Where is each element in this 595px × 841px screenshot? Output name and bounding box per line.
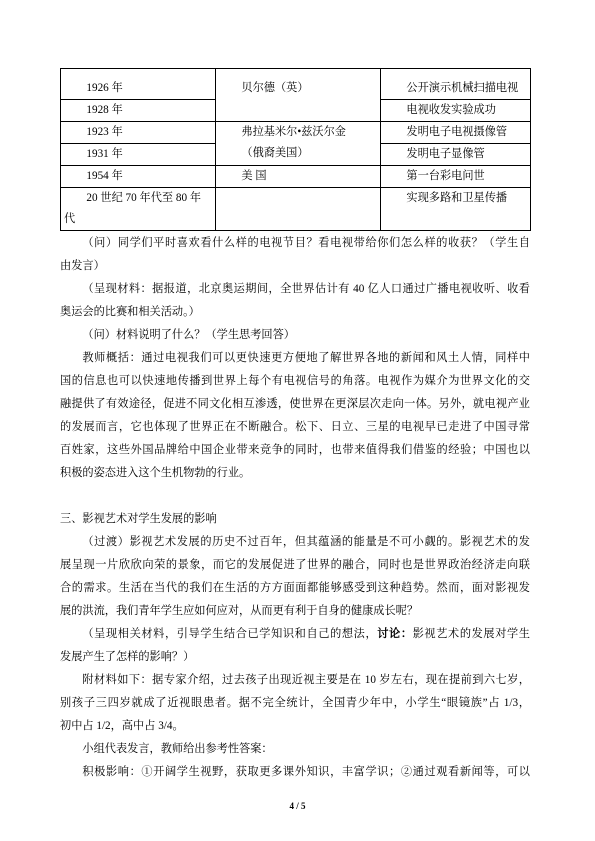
event-cell (381, 188, 531, 231)
text-line: 百姓家，这些外国品牌给中国企业带来竞争的同时，也带来值得我们借鉴的经验；中国也以 (60, 444, 530, 456)
inventor-cell (216, 69, 381, 122)
inventor-text: 贝尔德（英） (241, 82, 309, 94)
text-line: （问）材料说明了什么？（学生思考回答） (82, 329, 295, 341)
event-cell (381, 69, 531, 100)
text-line: 别孩子三四岁就成了近视眼患者。据不完全统计，全国青少年中，小学生“眼镜族”占 1/3， (60, 697, 530, 709)
text-line (60, 623, 530, 646)
tv-history-table (60, 68, 531, 231)
inventor-nationality: （俄裔美国） (241, 147, 309, 159)
teacher-summary-paragraph (60, 347, 530, 485)
inventor-cell (216, 188, 381, 231)
text-segment: 影视艺术的发展对学生 (412, 628, 530, 640)
material-paragraph (60, 278, 530, 324)
year-text: 1931 年 (86, 148, 123, 160)
transition-paragraph (60, 531, 530, 623)
attached-material-paragraph (60, 669, 530, 738)
text-line: 发展产生了怎样的影响？） (60, 651, 195, 663)
page-number: 4 / 5 (289, 801, 306, 811)
event-text: 第一台彩电问世 (406, 170, 485, 182)
year-cell (61, 188, 216, 231)
event-text: 电视收发实验成功 (406, 104, 496, 116)
question-paragraph (60, 324, 530, 347)
event-text: 发明电子显像管 (406, 148, 485, 160)
table-row (61, 122, 531, 144)
event-text: 发明电子电视摄像管 (406, 126, 508, 138)
text-line: 的发展而言，它也体现了世界正在不断融合。松下、日立、三星的电视早已走进了中国寻常 (60, 421, 530, 433)
text-line: 展呈现一片欣欣向荣的景象，而它的发展促进了世界的融合，同时也是世界政治经济走向联 (60, 559, 530, 571)
inventor-text: 美 国 (241, 170, 267, 182)
year-cell (61, 122, 216, 144)
lesson-body (60, 232, 530, 784)
blank-line (60, 485, 530, 508)
year-cell (61, 69, 216, 100)
inventor-cell (216, 166, 381, 188)
text-line: 由发言） (60, 260, 105, 272)
discussion-keyword: 讨论： (377, 628, 413, 640)
inventor-cell (216, 122, 381, 166)
table-row (61, 69, 531, 100)
event-cell (381, 144, 531, 166)
year-text: 1923 年 (86, 126, 123, 138)
year-text: 1954 年 (86, 170, 123, 182)
year-cell (61, 144, 216, 166)
text-line: 小组代表发言，教师给出参考性答案： (82, 743, 273, 755)
text-line: 积极的姿态进入这个生机物勃的行业。 (60, 467, 251, 479)
event-cell (381, 100, 531, 122)
text-line: （问）同学们平时喜欢看什么样的电视节目？看电视带给你们怎么样的收获？（学生自 (82, 237, 530, 249)
text-line: 国的信息也可以快速地传播到世界上每个有电视信号的角落。电视作为媒介为世界文化的交 (60, 375, 530, 387)
text-line: 合的需求。生活在当代的我们在生活的方方面面都能够感受到这种趋势。然而，面对影视发 (60, 582, 530, 594)
positive-impact-paragraph (60, 761, 530, 784)
table-row (61, 166, 531, 188)
text-line: 积极影响：①开阔学生视野，获取更多课外知识，丰富学识；②通过观看新闻等，可以 (82, 766, 530, 778)
text-line: 教师概括：通过电视我们可以更快速更方便地了解世界各地的新闻和风土人情，同样中 (82, 352, 530, 364)
section-heading-text: 三、影视艺术对学生发展的影响 (60, 513, 217, 525)
year-text: 1926 年 (86, 82, 123, 94)
text-line: （过渡）影视艺术发展的历史不过百年，但其蕴涵的能量是不可小觑的。影视艺术的发 (82, 536, 530, 548)
section-heading (60, 508, 530, 531)
text-line: 融提供了有效途径，促进不同文化相互渗透，使世界在更深层次走向一体。另外，就电视产业 (60, 398, 530, 410)
table-row (61, 188, 531, 231)
text-line: 附材料如下：据专家介绍，过去孩子出现近视主要是在 10 岁左右，现在提前到六七岁， (82, 674, 530, 686)
event-cell (381, 122, 531, 144)
year-cell (61, 166, 216, 188)
year-text: 1928 年 (86, 104, 123, 116)
year-text: 20 世纪 70 年代至 80 年 (86, 192, 202, 204)
year-cell (61, 100, 216, 122)
question-paragraph (60, 232, 530, 278)
text-line: 展的洪流，我们青年学生应如何应对，从而更有利于自身的健康成长呢？ (60, 605, 419, 617)
year-text-continued: 代 (64, 213, 76, 225)
event-text: 公开演示机械扫描电视 (406, 82, 519, 94)
discussion-paragraph (60, 623, 530, 669)
event-cell (381, 166, 531, 188)
group-speech-paragraph (60, 738, 530, 761)
event-text: 实现多路和卫星传播 (406, 192, 508, 204)
text-segment: （呈现相关材料，引导学生结合已学知识和自己的想法， (82, 628, 378, 640)
text-line: （呈现材料：据报道，北京奥运期间，全世界估计有 40 亿人口通过广播电视收听、收看 (82, 283, 530, 295)
text-line: 奥运会的比赛和相关活动。） (60, 306, 200, 318)
text-line: 初中占 1/2，高中占 3/4。 (60, 720, 184, 732)
inventor-text: 弗拉基米尔•兹沃尔金 (241, 126, 346, 138)
